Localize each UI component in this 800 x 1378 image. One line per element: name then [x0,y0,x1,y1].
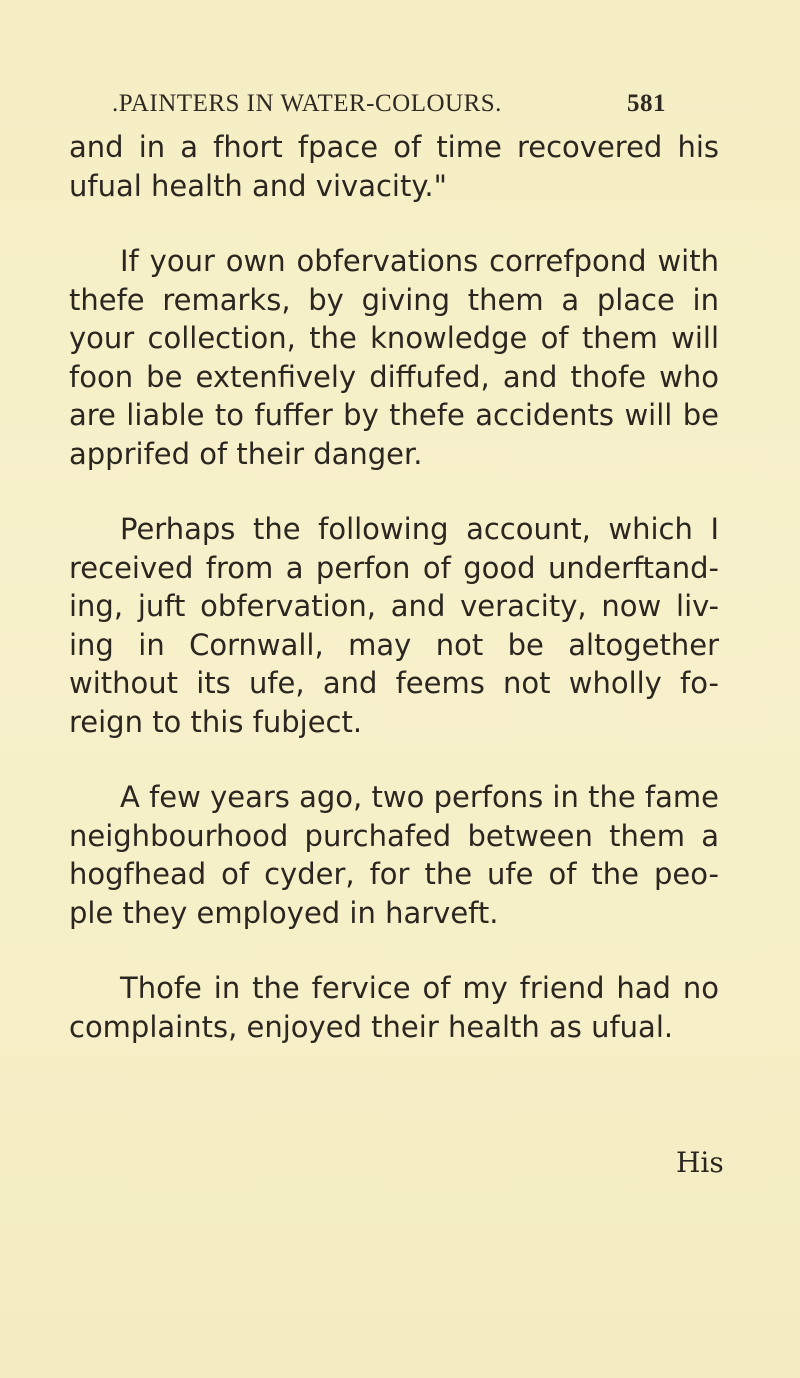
page-number: 581 [627,90,666,117]
text-line: ufual health and vivacity." [69,168,447,203]
running-title: .PAINTERS IN WATER-COLOURS. [112,90,502,117]
text-line: thefe remarks, by giving them a place in [69,282,719,317]
text-line: ing in Cornwall, may not be altogether [69,627,719,662]
text-line: A few years ago, two perfons in the fame [120,780,719,814]
body-text [69,128,719,1046]
text-line: received from a perfon of good underftand- [69,550,719,585]
text-line: Thofe in the fervice of my friend had no [120,971,719,1005]
text-line: are liable to fuffer by thefe accidents will be [69,398,719,432]
paragraph [69,510,719,741]
text-line: your collection, the knowledge of them will [69,321,719,355]
catchword: His [676,1146,724,1179]
text-line: complaints, enjoyed their health as ufual. [69,1009,674,1044]
paragraph [69,778,719,932]
text-line: foon be extenfively diffufed, and thofe who [69,359,719,394]
text-line: ing, juft obfervation, and veracity, now liv- [69,589,719,623]
text-line: neighbourhood purchafed between them a [69,818,719,853]
text-line: Perhaps the following account, which I [120,512,719,546]
paragraph [69,242,719,473]
text-line: apprifed of their danger. [69,436,423,471]
text-line: without its ufe, and feems not wholly fo- [69,666,719,700]
paragraph [69,969,719,1046]
text-line: If your own obfervations correfpond with [120,244,719,278]
text-line: and in a fhort fpace of time recovered his [69,130,719,164]
paragraph [69,128,719,205]
text-line: reign to this fubject. [69,704,363,739]
text-line: hogfhead of cyder, for the ufe of the peo- [69,857,719,891]
text-line: ple they employed in harveft. [69,895,499,930]
